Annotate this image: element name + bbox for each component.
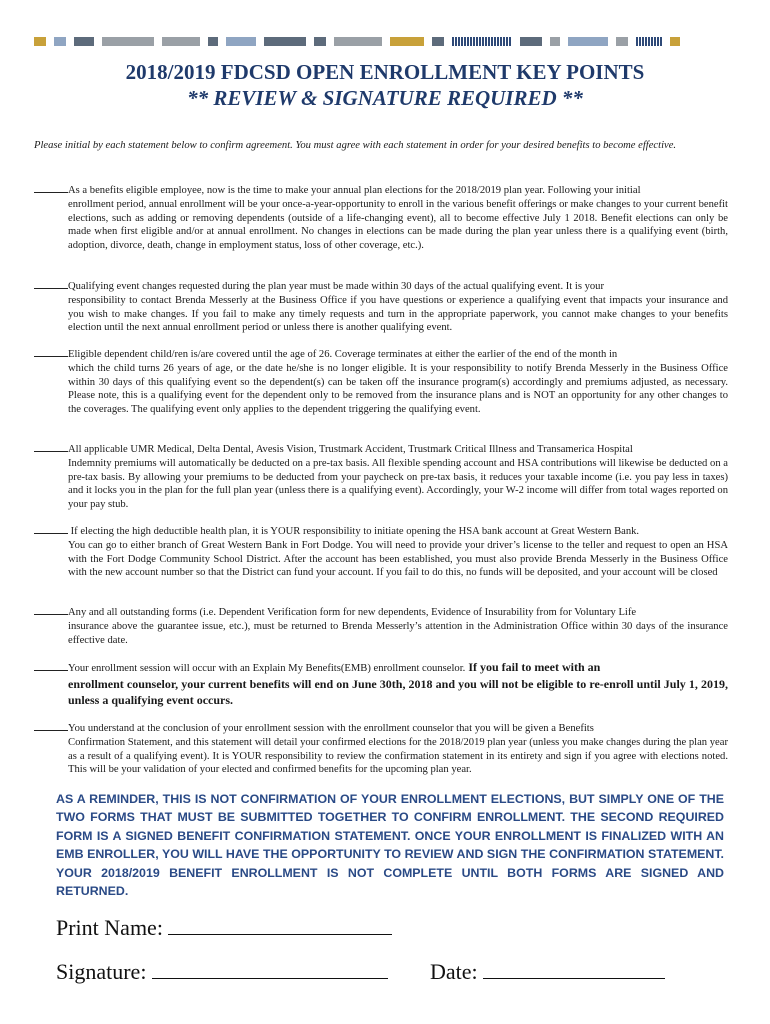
initial-blank[interactable] [34, 278, 68, 289]
statement-first-line: Any and all outstanding forms (i.e. Dependent Verification form for new dependents, Evidence of Insurability from for Voluntary Life [68, 607, 637, 618]
statement-8 [34, 720, 728, 777]
statement-first-line: If electing the high deductible health plan, it is YOUR responsibility to initiate opening the HSA bank account at Great Western Bank. [68, 526, 640, 537]
statement-text: responsibility to contact Brenda Messerly at the Business Office if you have questions or experience a qualifying event that impacts your insurance and you wish to make changes. If you fail to make any timely requests and turn in the appropriate paperwork, you cannot make changes to your benefits election until the next annual enrollment period or unless there is another qualifying event. [68, 294, 728, 334]
signature-row [56, 958, 388, 985]
print-name-field[interactable] [168, 914, 392, 935]
initial-blank[interactable] [34, 346, 68, 357]
date-field[interactable] [483, 958, 665, 979]
initial-blank[interactable] [34, 441, 68, 452]
statement-text: You can go to either branch of Great Western Bank in Fort Dodge. You will need to provide your driver’s license to the teller and request to open an HSA with the Fort Dodge Community School District. After the account has been established, you must also provide Brenda Messerly in the Business Office with the new account number so that the District can fund your account. If you fail to do this, no funds will be deposited, and your account will be closed [68, 539, 728, 579]
statement-1 [34, 182, 728, 253]
statement-3 [34, 346, 728, 417]
statement-text: insurance above the guarantee issue, etc.), must be returned to Brenda Messerly’s attention in the Administration Office within 30 days of the insurance effective date. [68, 620, 728, 646]
decorative-color-bar [34, 37, 736, 46]
statement-2 [34, 278, 728, 335]
date-row [430, 958, 665, 985]
initial-blank[interactable] [34, 523, 68, 534]
statement-warning-start: If you fail to meet with an [465, 660, 601, 674]
initial-blank[interactable] [34, 720, 68, 731]
initial-blank[interactable] [34, 182, 68, 193]
statement-first-line: As a benefits eligible employee, now is the time to make your annual plan elections for the 2018/2019 plan year. Following your initial [68, 185, 641, 196]
print-name-label: Print Name: [56, 915, 163, 940]
statement-warning: enrollment counselor, your current benefits will end on June 30th, 2018 and you will not be eligible to re-enroll until July 1, 2019, unless a qualifying event occurs. [68, 676, 728, 707]
reminder-notice: AS A REMINDER, THIS IS NOT CONFIRMATION OF YOUR ENROLLMENT ELECTIONS, BUT SIMPLY ONE OF THE TWO FORMS THAT MUST BE SUBMITTED TOGETHER TO CONFIRM ENROLLMENT. THE SECOND REQUIRED FORM IS A SIGNED BENEFIT CONFIRMATION STATEMENT. ONCE YOUR ENROLLMENT IS FINALIZED WITH AN EMB ENROLLER, YOU WILL HAVE THE OPPORTUNITY TO REVIEW AND SIGN THE CONFIRMATION STATEMENT. YOUR 2018/2019 BENEFIT ENROLLMENT IS NOT COMPLETE UNTIL BOTH FORMS ARE SIGNED AND RETURNED. [56, 792, 724, 899]
statement-first-line: All applicable UMR Medical, Delta Dental, Avesis Vision, Trustmark Accident, Trustmark Critical Illness and Transamerica Hospital [68, 444, 633, 455]
statement-4 [34, 441, 728, 512]
initial-blank[interactable] [34, 604, 68, 615]
print-name-row [56, 914, 392, 941]
statement-first-line: Your enrollment session will occur with an Explain My Benefits(EMB) enrollment counselor. [68, 663, 466, 674]
statement-7 [34, 660, 728, 708]
statement-first-line: Qualifying event changes requested during the plan year must be made within 30 days of the actual qualifying event. It is your [68, 281, 605, 292]
statement-text: enrollment period, annual enrollment will be your once-a-year-opportunity to enroll in the various benefit offerings or make changes to your current benefit elections, such as adding or removing dependents (outside of a life-changing event), all to become effective July 1 2018. Benefit elections can only be made when first eligible and/or at annual enrollment. No changes in elections can be made during the plan year unless there is a qualifying event (birth, adoption, divorce, death, change in employment status, loss of other coverage, etc.). [68, 198, 728, 252]
signature-field[interactable] [152, 958, 388, 979]
statement-text: Confirmation Statement, and this statement will detail your confirmed elections for the 2018/2019 plan year (unless you make changes during the plan year as a result of a qualifying event). It is YOUR responsibility to review the confirmation statement in its entirety and sign if you agree with elections noted. This will be your validation of your elected and confirmed benefits for the upcoming plan year. [68, 736, 728, 776]
document-title: 2018/2019 FDCSD OPEN ENROLLMENT KEY POINTS [125, 60, 645, 84]
statement-text: which the child turns 26 years of age, or the date he/she is no longer eligible. It is your responsibility to notify Brenda Messerly in the Business Office within 30 days of this qualifying event so the dependent(s) can be taken off the insurance program(s) accordingly and premiums adjusted, as necessary. Please note, this is a qualifying event for the dependent only to be removed from the insurance plans and is NOT an opportunity for any other changes to the coverages. The qualifying event only applies to the dependent triggering the qualifying event. [68, 362, 728, 416]
statement-5 [34, 523, 728, 580]
statement-first-line: You understand at the conclusion of your enrollment session with the enrollment counselor that you will be given a Benefits [68, 723, 594, 734]
statement-6 [34, 604, 728, 647]
statement-first-line: Eligible dependent child/ren is/are covered until the age of 26. Coverage terminates at either the earlier of the end of the month in [68, 349, 618, 360]
statement-text: Indemnity premiums will automatically be deducted on a pre-tax basis. All flexible spending account and HSA contributions will likewise be deducted on a pre-tax basis. By allowing your premiums to be deducted from your paycheck on pre-tax basis, it reduces your taxable income (i.e. you pay less in taxes) and it locks you in the plan for the full plan year (unless there is a qualifying event). Accordingly, your W-2 income will differ from total wages reported on your pay stub. [68, 457, 728, 511]
intro-instructions: Please initial by each statement below to confirm agreement. You must agree with each statement in order for your desired benefits to become effective. [34, 140, 677, 151]
initial-blank[interactable] [34, 660, 68, 671]
document-subtitle: ** REVIEW & SIGNATURE REQUIRED ** [187, 86, 583, 110]
date-label: Date: [430, 959, 478, 984]
signature-label: Signature: [56, 959, 147, 984]
